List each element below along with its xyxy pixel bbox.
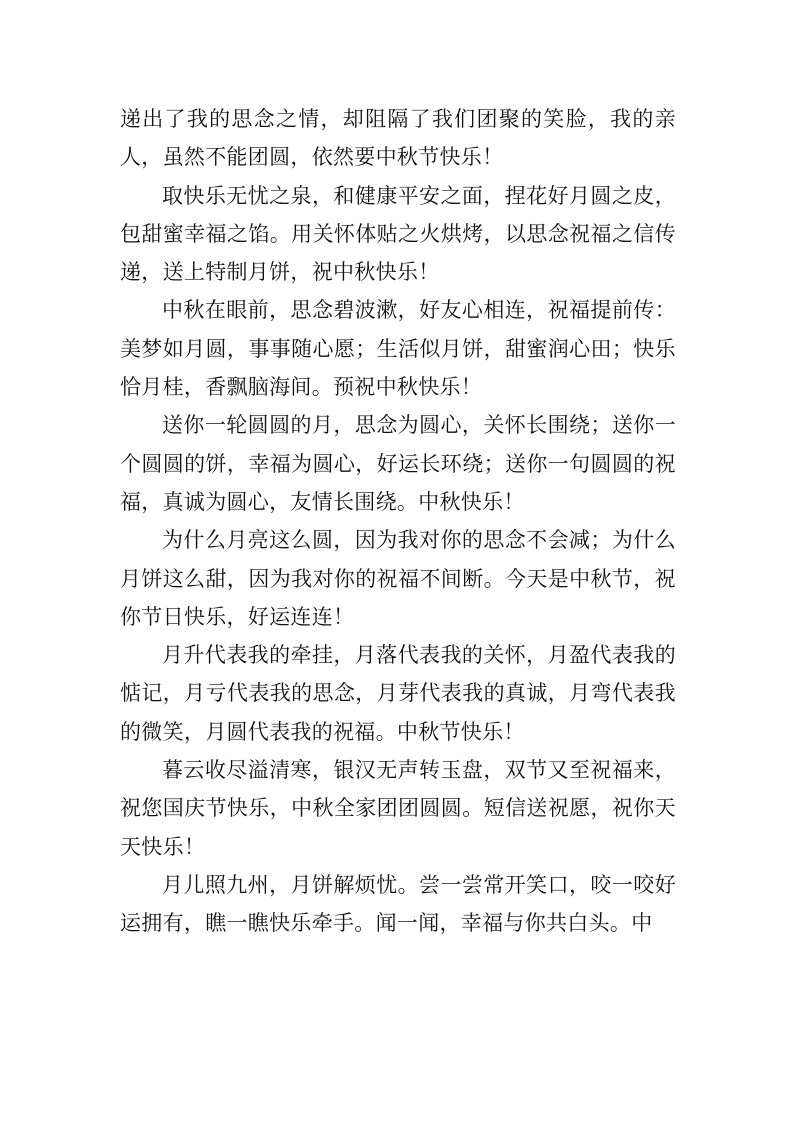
paragraph-4: 送你一轮圆圆的月，思念为圆心，关怀长围绕；送你一个圆圆的饼，幸福为圆心，好运长环绕；送你一句圆圆的祝福，真诚为圆心，友情长围绕。中秋快乐！ bbox=[120, 413, 676, 514]
paragraph-5: 为什么月亮这么圆，因为我对你的思念不会减；为什么月饼这么甜，因为我对你的祝福不间断。今天是中秋节，祝你节日快乐，好运连连！ bbox=[120, 528, 676, 629]
paragraph-8: 月儿照九州，月饼解烦忧。尝一尝常开笑口，咬一咬好运拥有，瞧一瞧快乐牵手。闻一闻，幸福与你共白头。中 bbox=[120, 872, 676, 936]
paragraph-1: 递出了我的思念之情，却阻隔了我们团聚的笑脸，我的亲人，虽然不能团圆，依然要中秋节快乐！ bbox=[120, 107, 676, 170]
paragraph-6: 月升代表我的牵挂，月落代表我的关怀，月盈代表我的惦记，月亏代表我的思念，月芽代表我的真诚，月弯代表我的微笑，月圆代表我的祝福。中秋节快乐！ bbox=[120, 643, 676, 744]
paragraph-2: 取快乐无忧之泉，和健康平安之面，捏花好月圆之皮，包甜蜜幸福之馅。用关怀体贴之火烘烤，以思念祝福之信传递，送上特制月饼，祝中秋快乐！ bbox=[120, 183, 676, 285]
paragraph-3: 中秋在眼前，思念碧波漱，好友心相连，祝福提前传：美梦如月圆，事事随心愿；生活似月饼，甜蜜润心田；快乐恰月桂，香飘脑海间。预祝中秋快乐！ bbox=[120, 298, 676, 400]
paragraph-7: 暮云收尽溢清寒，银汉无声转玉盘，双节又至祝福来，祝您国庆节快乐，中秋全家团团圆圆。短信送祝愿，祝你天天快乐！ bbox=[120, 758, 676, 859]
document-body bbox=[120, 100, 676, 943]
